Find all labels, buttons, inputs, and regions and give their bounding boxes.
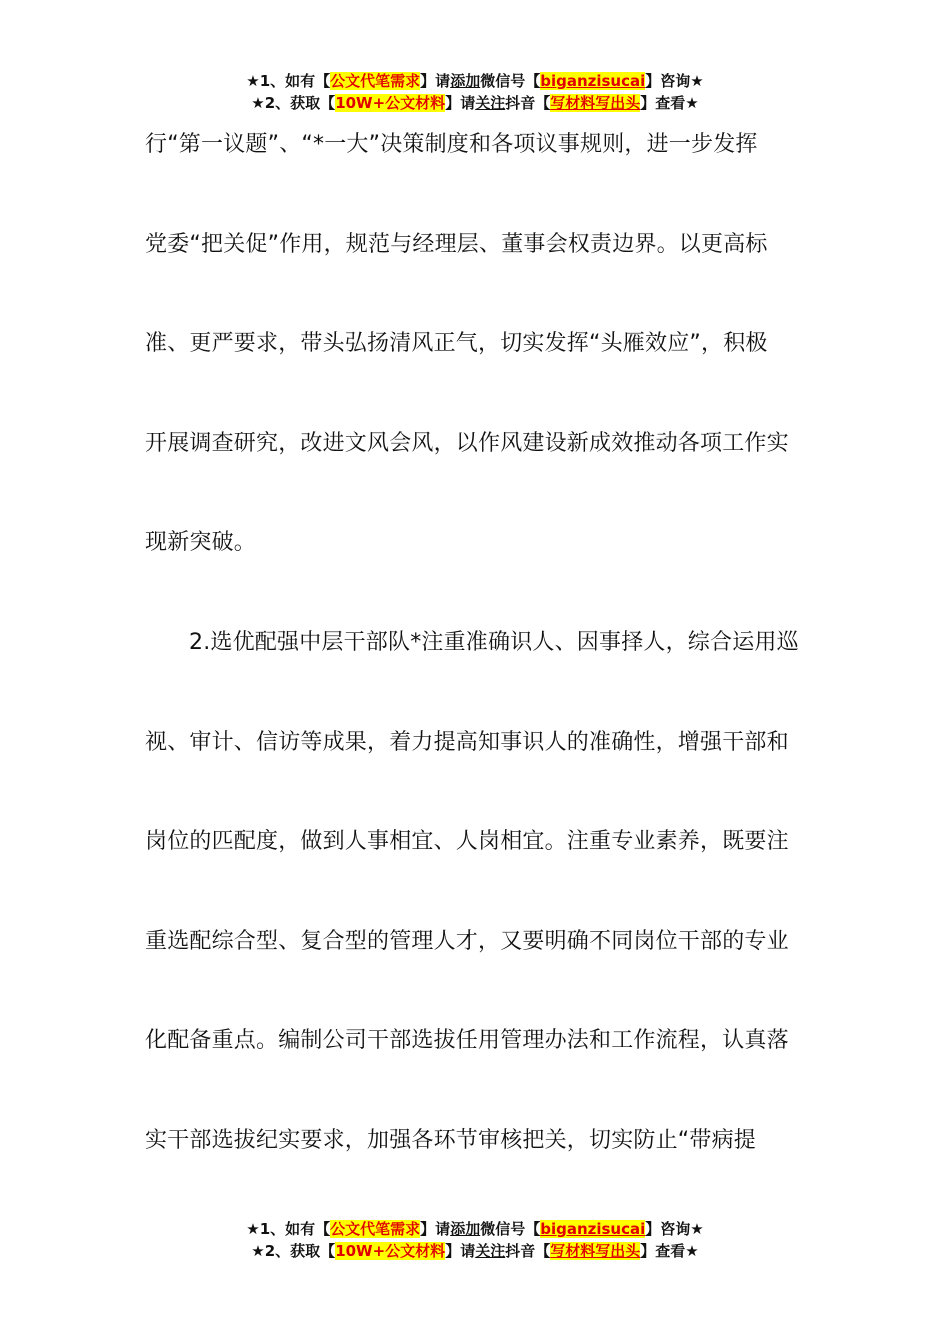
body-line: 行“第一议题”、“*一大”决策制度和各项议事规则，进一步发挥 [145,132,758,157]
header-douyin-account: 写材料写出头 [550,94,641,112]
body-line: 视、审计、信访等成果，着力提高知事识人的准确性，增强干部和 [145,729,789,755]
body-line: 重选配综合型、复合型的管理人才，又要明确不同岗位干部的专业 [145,928,789,954]
header-highlight-ghostwriting: 公文代笔需求 [330,72,421,90]
body-line: 党委“把关促”作用，规范与经理层、董事会权责边界。以更高标 [145,231,768,257]
footer-highlight-materials: 10W+公文材料 [335,1242,446,1260]
body-line: 化配备重点。编制公司干部选拔任用管理办法和工作流程，认真落 [145,1028,789,1054]
footer-highlight-ghostwriting: 公文代笔需求 [330,1220,421,1238]
body-line: 现新突破。 [145,530,257,556]
body-line: 准、更严要求，带头弘扬清风正气，切实发挥“头雁效应”，积极 [145,331,768,357]
body-line: 实干部选拔纪实要求，加强各环节审核把关，切实防止“带病提 [145,1127,756,1153]
footer-wechat-id: biganzisucai [540,1220,646,1238]
footer-banner [0,1218,950,1262]
document-body [145,118,815,1214]
header-banner-line-1: ★1、如有【公文代笔需求】请添加微信号【biganzisucai】咨询★ [246,72,704,90]
body-line: 岗位的匹配度，做到人事相宜、人岗相宜。注重专业素养，既要注 [145,829,789,855]
header-banner-line-2: ★2、获取【10W+公文材料】请关注抖音【写材料写出头】查看★ [251,94,699,112]
footer-banner-line-2: ★2、获取【10W+公文材料】请关注抖音【写材料写出头】查看★ [251,1242,699,1260]
body-line-section-2: 2.选优配强中层干部队*注重准确识人、因事择人，综合运用巡 [189,629,799,655]
footer-douyin-account: 写材料写出头 [550,1242,641,1260]
footer-banner-line-1: ★1、如有【公文代笔需求】请添加微信号【biganzisucai】咨询★ [246,1220,704,1238]
header-wechat-id: biganzisucai [540,72,646,90]
body-line: 开展调查研究，改进文风会风，以作风建设新成效推动各项工作实 [145,430,789,456]
header-highlight-materials: 10W+公文材料 [335,94,446,112]
header-banner [0,70,950,114]
